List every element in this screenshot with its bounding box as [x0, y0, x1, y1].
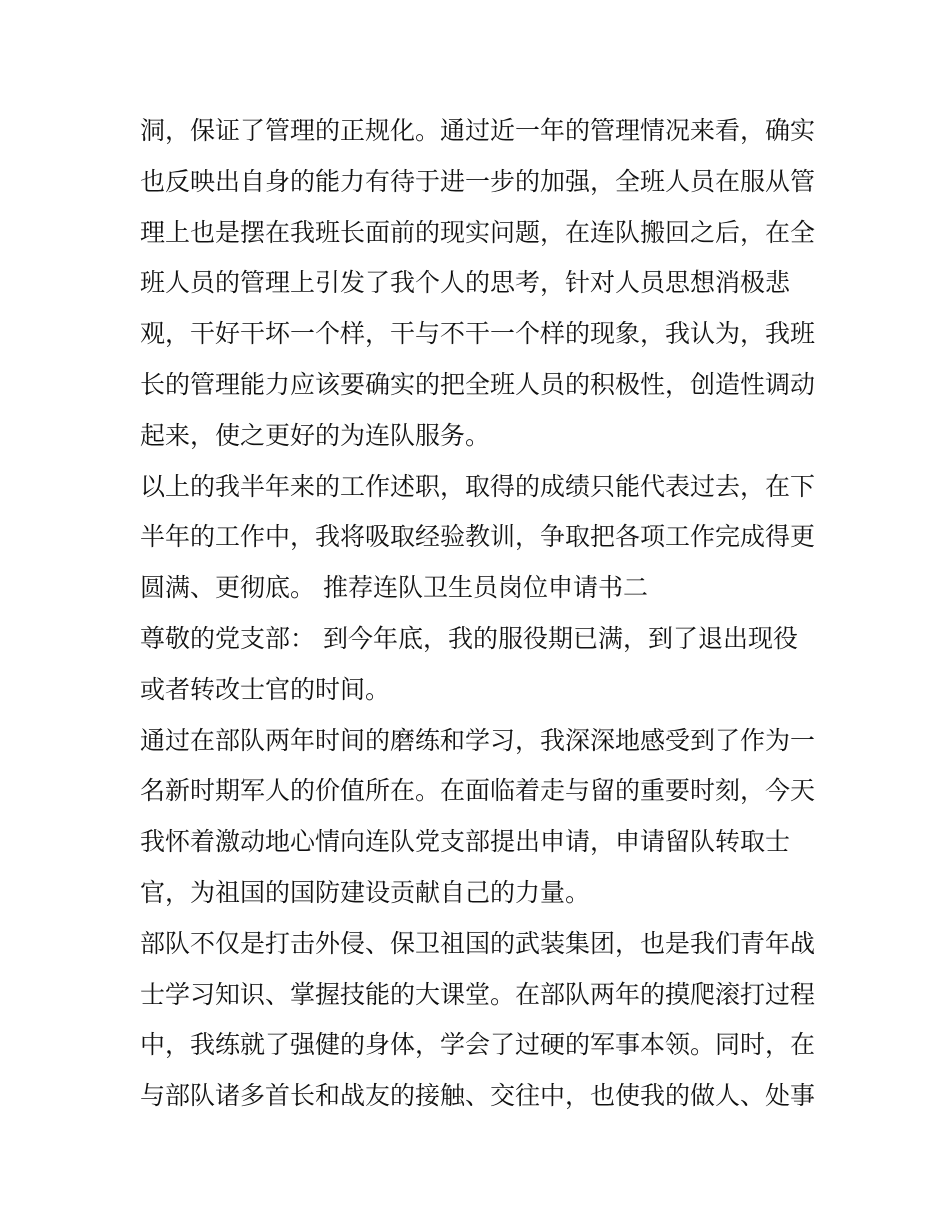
text-line: 官，为祖国的国防建设贡献自己的力量。: [140, 877, 591, 907]
text-line: 观，干好干坏一个样，干与不干一个样的现象，我认为，我班: [140, 319, 816, 349]
text-line: 士学习知识、掌握技能的大课堂。在部队两年的摸爬滚打过程: [140, 979, 816, 1009]
text-line: 起来，使之更好的为连队服务。: [140, 420, 491, 450]
text-line: 与部队诸多首长和战友的接触、交往中，也使我的做人、处事: [140, 1081, 816, 1111]
text-line: 长的管理能力应该要确实的把全班人员的积极性，创造性调动: [140, 369, 816, 399]
text-line: 班人员的管理上引发了我个人的思考，针对人员思想消极悲: [140, 268, 791, 298]
text-line: 半年的工作中，我将吸取经验教训，争取把各项工作完成得更: [140, 522, 816, 552]
text-line: 以上的我半年来的工作述职，取得的成绩只能代表过去，在下: [140, 471, 816, 501]
text-line: 部队不仅是打击外侵、保卫祖国的武装集团，也是我们青年战: [140, 928, 816, 958]
text-line: 理上也是摆在我班长面前的现实问题，在连队搬回之后，在全: [140, 217, 816, 247]
text-line: 洞，保证了管理的正规化。通过近一年的管理情况来看，确实: [140, 116, 816, 145]
text-line: 通过在部队两年时间的磨练和学习，我深深地感受到了作为一: [140, 725, 816, 755]
text-line: 或者转改士官的时间。: [140, 674, 391, 704]
text-line: 也反映出自身的能力有待于进一步的加强，全班人员在服从管: [140, 166, 816, 196]
text-line: 圆满、更彻底。 推荐连队卫生员岗位申请书二: [140, 573, 648, 603]
text-line: 我怀着激动地心情向连队党支部提出申请，申请留队转取士: [140, 827, 791, 857]
text-line: 名新时期军人的价值所在。在面临着走与留的重要时刻，今天: [140, 776, 816, 806]
text-line: 尊敬的党支部： 到今年底，我的服役期已满，到了退出现役: [140, 623, 798, 653]
text-line: 中，我练就了强健的身体，学会了过硬的军事本领。同时，在: [140, 1030, 816, 1060]
document-body: [140, 106, 830, 1122]
